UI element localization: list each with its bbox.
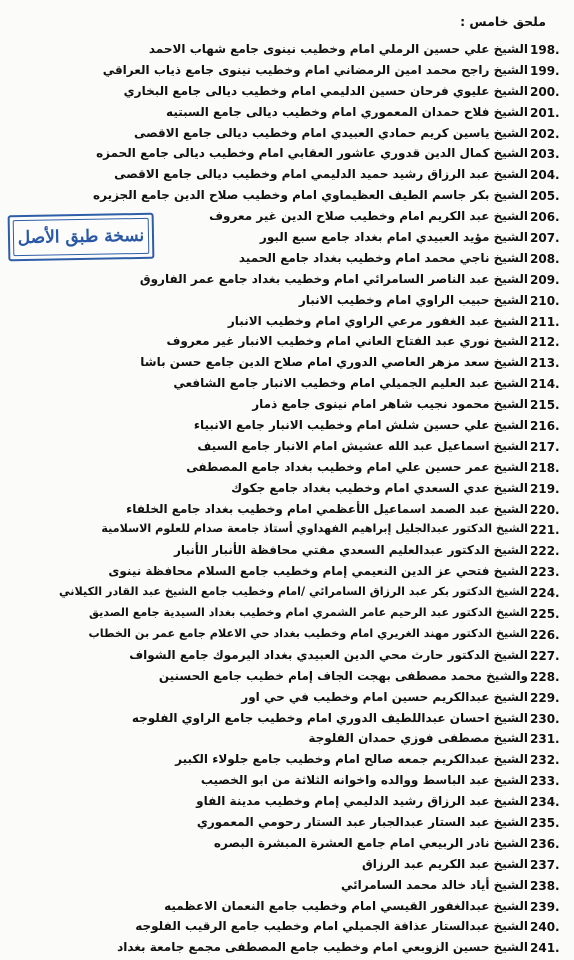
item-number: 204. [530, 168, 560, 183]
list-item [0, 500, 574, 521]
list-item [0, 144, 574, 165]
item-number: 210. [530, 293, 560, 308]
item-text: الشيخ عبد الستار عبدالجبار عبد الستار رحومي المعموري [196, 814, 528, 829]
item-number: 207. [530, 231, 560, 246]
list-item [0, 646, 574, 667]
list-item [0, 332, 574, 353]
list-item [0, 165, 574, 186]
list-item [0, 186, 574, 207]
item-number: 232. [530, 753, 560, 768]
stamp-text: نسخة طبق الأصل [17, 225, 145, 249]
list-item [0, 897, 574, 918]
item-text: الشيخ حبيب الراوي امام وخطيب الانبار [298, 292, 528, 307]
item-text: الشيخ أياد خالد محمد السامرائي [340, 877, 528, 892]
item-text: الشيخ عبد الغفور مرعي الراوي امام وخطيب الانبار [227, 313, 528, 328]
list-item [0, 855, 574, 876]
item-text: الشيخ عبد العليم الجميلي امام وخطيب الانبار جامع الشافعي [173, 376, 528, 391]
item-text: الشيخ مؤيد العبيدي امام بغداد جامع سبع البور [259, 230, 528, 245]
list-item [0, 291, 574, 312]
list-item [0, 82, 574, 103]
list-item [0, 312, 574, 333]
item-text: الشيخ فتحي عز الدين النعيمي إمام وخطيب جامع السلام محافظة نينوى [108, 564, 528, 579]
item-text: الشيخ الدكتور عبد الرحيم عامر الشمري امام وخطيب بغداد السيدية جامع الصديق [89, 606, 528, 620]
list-item [0, 667, 574, 688]
list-item [0, 416, 574, 437]
list-item [0, 541, 574, 562]
list-item [0, 876, 574, 897]
item-text: الشيخ الدكتور عبدالعليم السعدي مفتي محافظة الأنبار الأنبار [173, 543, 528, 558]
item-text: الشيخ عبد الرزاق رشيد حميد الدليمي امام وخطيب ديالى جامع الاقصى [114, 167, 528, 182]
list-item [0, 604, 574, 625]
item-text: الشيخ احسان عبداللطيف الدوري امام وخطيب جامع الراوي الفلوجه [131, 710, 528, 725]
item-number: 215. [530, 398, 560, 413]
item-text: الشيخ عبد الكريم عبد الرزاق [362, 856, 528, 871]
item-number: 201. [530, 105, 560, 120]
list-item [0, 750, 574, 771]
item-text: الشيخ عبد الباسط ووالده واخوانه الثلاثة من ابو الخصيب [200, 773, 528, 788]
item-number: 206. [530, 210, 560, 225]
item-text: الشيخ سعد مزهر العاصي الدوري امام صلاح الدين جامع حسن باشا [140, 355, 528, 370]
item-text: الشيخ حسين الزوبعي امام وخطيب جامع المصطفى مجمع جامعة بغداد [117, 940, 528, 955]
list-item [0, 353, 574, 374]
item-number: 237. [530, 857, 560, 872]
names-list [0, 40, 574, 959]
list-item [0, 771, 574, 792]
item-number: 211. [530, 314, 560, 329]
item-number: 234. [530, 795, 560, 810]
item-number: 208. [530, 251, 560, 266]
item-number: 219. [530, 481, 560, 496]
list-item [0, 40, 574, 61]
item-number: 233. [530, 774, 560, 789]
item-text: والشيخ محمد مصطفى بهجت الجاف إمام خطيب جامع الحسنين [158, 668, 528, 683]
item-number: 216. [530, 419, 560, 434]
item-text: الشيخ فلاح حمدان المعموري امام وخطيب ديالى جامع السبتيه [166, 104, 528, 119]
list-item [0, 625, 574, 646]
item-number: 203. [530, 147, 560, 162]
item-number: 218. [530, 460, 560, 475]
item-number: 240. [530, 920, 560, 935]
item-number: 239. [530, 899, 560, 914]
item-text: الشيخ عبد الكريم امام وخطيب صلاح الدين غير معروف [209, 209, 528, 224]
item-number: 225. [530, 607, 560, 622]
list-item [0, 124, 574, 145]
item-number: 229. [530, 690, 560, 705]
item-number: 202. [530, 126, 560, 141]
list-item [0, 562, 574, 583]
item-text: الشيخ نادر الربيعي امام جامع العشرة المبشرة البصره [213, 835, 528, 850]
item-number: 222. [530, 544, 560, 559]
item-text: الشيخ راجح محمد امين الرمضاني امام وخطيب نينوى جامع ذياب العراقي [102, 62, 528, 77]
item-number: 205. [530, 189, 560, 204]
item-text: الشيخ عبدالكريم حسين امام وخطيب في حي اور [241, 689, 528, 704]
item-number: 236. [530, 836, 560, 851]
list-item [0, 834, 574, 855]
item-text: الشيخ بكر جاسم الطيف العظيماوي امام وخطيب صلاح الدين جامع الجزيره [93, 188, 528, 203]
list-item [0, 583, 574, 604]
item-number: 241. [530, 941, 560, 956]
item-text: الشيخ عمر حسين علي امام وخطيب بغداد جامع المصطفى [186, 459, 528, 474]
item-text: الشيخ عدي السعدي امام وخطيب بغداد جامع جكوك [231, 480, 528, 495]
item-text: الشيخ ناجي محمد امام وخطيب بغداد جامع الحميد [238, 250, 528, 265]
list-item [0, 729, 574, 750]
certified-copy-stamp [8, 213, 155, 262]
item-number: 217. [530, 439, 560, 454]
item-text: الشيخ عبد الناصر السامرائي امام وخطيب بغداد جامع عمر الفاروق [139, 271, 528, 286]
list-item [0, 813, 574, 834]
item-number: 199. [530, 63, 560, 78]
item-number: 221. [530, 523, 560, 538]
list-item [0, 792, 574, 813]
item-text: الشيخ الدكتور حارث محي الدين العبيدي بغداد اليرموك جامع الشواف [129, 647, 528, 662]
list-item [0, 61, 574, 82]
list-item [0, 688, 574, 709]
item-text: الشيخ محمود نجيب شاهر امام نينوى جامع ذمار [252, 397, 528, 412]
item-number: 231. [530, 732, 560, 747]
list-item [0, 917, 574, 938]
list-item [0, 520, 574, 541]
appendix-heading: ملحق خامس : [460, 14, 546, 29]
list-item [0, 374, 574, 395]
item-number: 230. [530, 711, 560, 726]
list-item [0, 395, 574, 416]
item-text: الشيخ علي حسين الرملي امام وخطيب نينوى جامع شهاب الاحمد [148, 42, 528, 56]
item-text: الشيخ الدكتور مهند الغريري امام وخطيب بغداد حي الاعلام جامع عمر بن الخطاب [88, 626, 528, 640]
list-item [0, 270, 574, 291]
item-text: الشيخ عليوي فرحان حسين الدليمي امام وخطيب ديالى جامع البخاري [123, 83, 528, 98]
item-number: 200. [530, 84, 560, 99]
list-item [0, 458, 574, 479]
item-text: الشيخ عبد الرزاق رشيد الدليمي إمام وخطيب مدينة الفاو [196, 794, 528, 809]
list-item [0, 709, 574, 730]
item-number: 214. [530, 377, 560, 392]
item-number: 227. [530, 648, 560, 663]
item-number: 213. [530, 356, 560, 371]
list-item [0, 938, 574, 959]
list-item [0, 437, 574, 458]
item-text: الشيخ ياسين كريم حمادي العبيدي امام وخطيب ديالى جامع الاقصى [133, 125, 528, 140]
list-item [0, 479, 574, 500]
item-number: 209. [530, 272, 560, 287]
item-number: 224. [530, 586, 560, 601]
item-number: 238. [530, 878, 560, 893]
item-text: الشيخ الدكتور بكر عبد الرزاق السامرائي /امام وخطيب جامع الشيخ عبد القادر الكيلاني [58, 585, 528, 599]
item-text: الشيخ الدكتور عبدالجليل إبراهيم الفهداوي أستاذ جامعة صدام للعلوم الاسلامية [101, 522, 528, 536]
item-number: 235. [530, 815, 560, 830]
item-text: الشيخ عبدالغفور القيسي امام وخطيب جامع النعمان الاعظميه [164, 898, 528, 913]
item-number: 223. [530, 565, 560, 580]
item-text: الشيخ عبد الصمد اسماعيل الأعظمي امام وخطيب بغداد جامع الخلفاء [126, 501, 528, 516]
item-number: 228. [530, 669, 560, 684]
item-text: الشيخ عبدالكريم جمعه صالح امام وخطيب جامع جلولاء الكبير [175, 752, 528, 767]
item-text: الشيخ نوري عبد الفتاح العاني امام وخطيب الانبار غير معروف [166, 334, 528, 349]
item-text: الشيخ اسماعيل عبد الله عشيش امام الانبار جامع السيف [197, 438, 528, 453]
list-item [0, 103, 574, 124]
item-number: 198. [530, 43, 560, 57]
item-text: الشيخ علي حسين شلش امام وخطيب الانبار جامع الانبياء [193, 418, 528, 433]
item-text: الشيخ مصطفى فوزي حمدان الفلوجة [308, 731, 528, 746]
item-number: 220. [530, 502, 560, 517]
item-text: الشيخ عبدالستار عذافة الجميلي امام وخطيب جامع الرقيب الفلوجه [135, 919, 528, 934]
item-number: 212. [530, 335, 560, 350]
item-text: الشيخ كمال الدين قدوري عاشور العقابي امام وخطيب ديالى جامع الحمزه [96, 146, 528, 161]
item-number: 226. [530, 627, 560, 642]
